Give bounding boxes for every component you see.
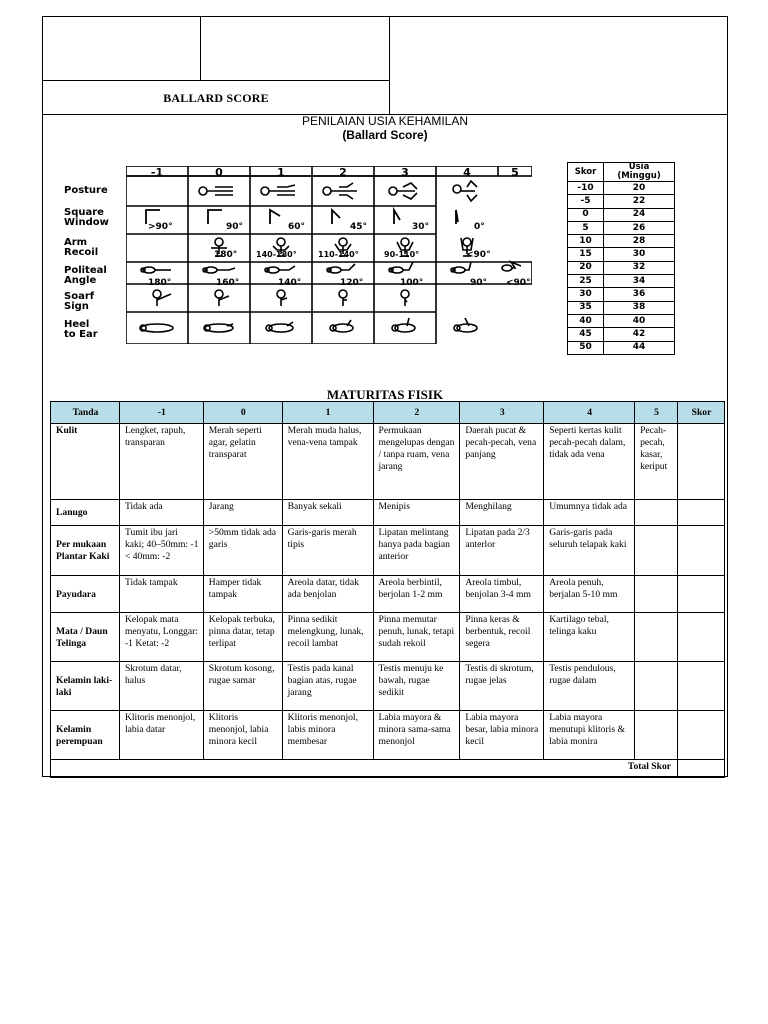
sq-window-deg-5: 30° bbox=[412, 222, 430, 232]
table-cell: Umumnya tidak ada bbox=[544, 500, 635, 526]
header-col-divider-1 bbox=[200, 16, 201, 80]
col-header-m1: -1 bbox=[150, 166, 164, 179]
row-label-arm-recoil: Arm Recoil bbox=[64, 237, 99, 258]
total-skor-label: Total Skor bbox=[51, 760, 678, 778]
popliteal-deg-5: 100° bbox=[400, 278, 424, 288]
table-cell: >50mm tidak ada garis bbox=[203, 526, 282, 576]
score-input-cell[interactable] bbox=[678, 500, 725, 526]
score-row bbox=[568, 208, 675, 221]
table-row bbox=[51, 711, 725, 760]
total-row bbox=[51, 760, 725, 778]
score-input-cell[interactable] bbox=[678, 662, 725, 711]
score-row bbox=[568, 328, 675, 341]
score-row bbox=[568, 235, 675, 248]
maturitas-table bbox=[50, 401, 725, 778]
popliteal-deg-1: 180° bbox=[148, 278, 172, 288]
th-skor: Skor bbox=[678, 402, 725, 424]
arm-recoil-deg-1: 180° bbox=[214, 250, 238, 260]
sq-window-deg-2: 90° bbox=[226, 222, 244, 232]
scarf-sign-icons bbox=[153, 290, 409, 306]
table-row bbox=[51, 526, 725, 576]
table-cell: Areola berbintil, berjolan 1-2 mm bbox=[373, 576, 460, 613]
table-cell: Pinna memutar penuh, lunak, tetapi sudah rekoil bbox=[373, 613, 460, 662]
th-2: 2 bbox=[373, 402, 460, 424]
table-cell: Pecah-pecah, kasar, keriput bbox=[635, 424, 678, 500]
table-cell: Tumit ibu jari kaki; 40–50mm: -1 < 40mm: -2 bbox=[119, 526, 203, 576]
table-cell: Seperti kertas kulit pecah-pecah dalam, tidak ada vena bbox=[544, 424, 635, 500]
total-skor-cell[interactable] bbox=[678, 760, 725, 778]
score-row bbox=[568, 288, 675, 301]
score-input-cell[interactable] bbox=[678, 576, 725, 613]
table-cell: Permukaan mengelupas dengan / tanpa ruam, vena jarang bbox=[373, 424, 460, 500]
table-cell: Klitoris menonjol, labia datar bbox=[119, 711, 203, 760]
score-cell: 10 bbox=[568, 235, 604, 248]
age-cell: 44 bbox=[604, 341, 675, 354]
arm-recoil-deg-4: 90-110° bbox=[384, 250, 420, 259]
row-label-heel-ear: Heel to Ear bbox=[64, 319, 98, 340]
popliteal-deg-2: 160° bbox=[216, 278, 240, 288]
age-cell: 20 bbox=[604, 182, 675, 195]
table-cell: Menipis bbox=[373, 500, 460, 526]
score-cell: -5 bbox=[568, 195, 604, 208]
row-label-popliteal: Politeal Angle bbox=[64, 265, 107, 286]
table-cell: Testis di skrotum, rugae jelas bbox=[460, 662, 544, 711]
table-row bbox=[51, 662, 725, 711]
table-row bbox=[51, 576, 725, 613]
table-cell: Testis pada kanal bagian atas, rugae jarang bbox=[282, 662, 373, 711]
heel-to-ear-icons bbox=[140, 318, 477, 332]
score-cell: 15 bbox=[568, 248, 604, 261]
score-row bbox=[568, 341, 675, 354]
row-tanda: Kelamin laki-laki bbox=[51, 662, 120, 711]
col-header-1: 1 bbox=[277, 166, 285, 179]
table-row bbox=[51, 424, 725, 500]
col-header-4: 4 bbox=[463, 166, 471, 179]
table-cell: Tidak tampak bbox=[119, 576, 203, 613]
th-1: 1 bbox=[282, 402, 373, 424]
ballard-score-label: BALLARD SCORE bbox=[163, 90, 269, 105]
arm-recoil-deg-2: 140-180° bbox=[256, 250, 297, 259]
table-cell bbox=[635, 526, 678, 576]
sq-window-deg-6: 0° bbox=[474, 222, 485, 232]
row-label-posture: Posture bbox=[64, 185, 108, 196]
row-tanda: Mata / Daun Telinga bbox=[51, 613, 120, 662]
neuro-title: PENILAIAN USIA KEHAMILAN bbox=[301, 114, 469, 128]
score-row bbox=[568, 248, 675, 261]
sq-window-deg-4: 45° bbox=[350, 222, 368, 232]
th-3: 3 bbox=[460, 402, 544, 424]
table-cell: Klitoris menonjol, labis minora membesar bbox=[282, 711, 373, 760]
table-cell: Labia mayora menutupi klitoris & labia monira bbox=[544, 711, 635, 760]
popliteal-deg-7: <90° bbox=[506, 278, 531, 288]
maturitas-title: MATURITAS FISIK bbox=[326, 387, 444, 402]
age-cell: 22 bbox=[604, 195, 675, 208]
age-cell: 38 bbox=[604, 301, 675, 314]
col-header-2: 2 bbox=[339, 166, 347, 179]
row-tanda: Kulit bbox=[51, 424, 120, 500]
table-cell: Lipatan melintang hanya pada bagian anterior bbox=[373, 526, 460, 576]
popliteal-deg-4: 120° bbox=[340, 278, 364, 288]
th-0: 0 bbox=[203, 402, 282, 424]
table-cell: Areola datar, tidak ada benjolan bbox=[282, 576, 373, 613]
table-cell: Skrotum datar, halus bbox=[119, 662, 203, 711]
table-cell bbox=[635, 711, 678, 760]
row-tanda: Per mukaan Plantar Kaki bbox=[51, 526, 120, 576]
col-header-3: 3 bbox=[401, 166, 409, 179]
row-tanda: Payudara bbox=[51, 576, 120, 613]
popliteal-deg-3: 140° bbox=[278, 278, 302, 288]
arm-recoil-deg-5: <90° bbox=[466, 250, 491, 260]
table-cell: Kelopak terbuka, pinna datar, tetap terlipat bbox=[203, 613, 282, 662]
score-cell: 35 bbox=[568, 301, 604, 314]
col-header-5: 5 bbox=[511, 166, 519, 179]
age-cell: 32 bbox=[604, 261, 675, 274]
table-cell: Pinna sedikit melengkung, lunak, recoil lambat bbox=[282, 613, 373, 662]
table-cell bbox=[635, 500, 678, 526]
age-cell: 36 bbox=[604, 288, 675, 301]
table-cell: Banyak sekali bbox=[282, 500, 373, 526]
table-cell: Garis-garis merah tipis bbox=[282, 526, 373, 576]
table-cell: Merah muda halus, vena-vena tampak bbox=[282, 424, 373, 500]
table-row bbox=[51, 613, 725, 662]
table-cell: Testis pendulous, rugae dalam bbox=[544, 662, 635, 711]
table-cell: Garis-garis pada seluruh telapak kaki bbox=[544, 526, 635, 576]
arm-recoil-deg-3: 110-140° bbox=[318, 250, 359, 259]
table-cell: Hamper tidak tampak bbox=[203, 576, 282, 613]
score-cell: 0 bbox=[568, 208, 604, 221]
popliteal-deg-6: 90° bbox=[470, 278, 488, 288]
table-cell: Labia mayora & minora sama-sama menonjol bbox=[373, 711, 460, 760]
table-cell: Lengket, rapuh, transparan bbox=[119, 424, 203, 500]
table-cell: Kartilago tebal, telinga kaku bbox=[544, 613, 635, 662]
col-header-0: 0 bbox=[215, 166, 223, 179]
th-5: 5 bbox=[635, 402, 678, 424]
table-cell: Kelopak mata menyatu, Longgar: -1 Ketat: -2 bbox=[119, 613, 203, 662]
score-header: Skor bbox=[568, 163, 604, 182]
header-col-divider-2 bbox=[389, 16, 390, 114]
score-row bbox=[568, 221, 675, 234]
score-row bbox=[568, 314, 675, 327]
popliteal-icons bbox=[141, 262, 521, 273]
score-age-table bbox=[567, 162, 675, 355]
row-label-square-window: Square Window bbox=[64, 207, 109, 228]
row-label-scarf: Soarf Sign bbox=[64, 291, 95, 312]
table-cell: Lipatan pada 2/3 anterlor bbox=[460, 526, 544, 576]
score-cell: 30 bbox=[568, 288, 604, 301]
score-row bbox=[568, 182, 675, 195]
sq-window-deg-1: >90° bbox=[148, 222, 173, 232]
table-cell: Tidak ada bbox=[119, 500, 203, 526]
score-input-cell[interactable] bbox=[678, 424, 725, 500]
score-input-cell[interactable] bbox=[678, 711, 725, 760]
table-cell bbox=[635, 576, 678, 613]
table-cell: Merah seperti agar, gelatin transparat bbox=[203, 424, 282, 500]
table-cell: Areola penuh, berjalan 5-10 mm bbox=[544, 576, 635, 613]
table-cell: Daerah pucat & pecah-pecah, vena panjang bbox=[460, 424, 544, 500]
th-4: 4 bbox=[544, 402, 635, 424]
table-cell bbox=[635, 662, 678, 711]
table-cell: Pinna keras & berbentuk, recoil segera bbox=[460, 613, 544, 662]
table-cell: Labia mayora besar, labia minora kecil bbox=[460, 711, 544, 760]
score-cell: 5 bbox=[568, 221, 604, 234]
age-cell: 40 bbox=[604, 314, 675, 327]
table-cell: Menghilang bbox=[460, 500, 544, 526]
table-cell: Testis menuju ke bawah, rugae sedikit bbox=[373, 662, 460, 711]
age-cell: 26 bbox=[604, 221, 675, 234]
row-tanda: Kelamin perempuan bbox=[51, 711, 120, 760]
score-row bbox=[568, 195, 675, 208]
th-tanda: Tanda bbox=[51, 402, 120, 424]
neuro-subtitle: (Ballard Score) bbox=[342, 128, 428, 142]
maturitas-header-row bbox=[51, 402, 725, 424]
age-cell: 42 bbox=[604, 328, 675, 341]
score-cell: 45 bbox=[568, 328, 604, 341]
table-cell: Skrotum kosong, rugae samar bbox=[203, 662, 282, 711]
score-row bbox=[568, 301, 675, 314]
score-cell: 40 bbox=[568, 314, 604, 327]
age-header: Usia (Minggu) bbox=[604, 163, 675, 182]
table-cell bbox=[635, 613, 678, 662]
age-cell: 28 bbox=[604, 235, 675, 248]
score-cell: 25 bbox=[568, 275, 604, 288]
score-input-cell[interactable] bbox=[678, 613, 725, 662]
table-cell: Klitoris menonjol, labia minora kecil bbox=[203, 711, 282, 760]
th-m1: -1 bbox=[119, 402, 203, 424]
table-cell: Jarang bbox=[203, 500, 282, 526]
score-cell: 50 bbox=[568, 341, 604, 354]
header-divider bbox=[42, 80, 390, 81]
table-row bbox=[51, 500, 725, 526]
age-cell: 24 bbox=[604, 208, 675, 221]
score-row bbox=[568, 275, 675, 288]
table-cell: Areola timbul, benjolan 3-4 mm bbox=[460, 576, 544, 613]
score-row bbox=[568, 261, 675, 274]
score-cell: 20 bbox=[568, 261, 604, 274]
score-cell: -10 bbox=[568, 182, 604, 195]
age-cell: 34 bbox=[604, 275, 675, 288]
age-cell: 30 bbox=[604, 248, 675, 261]
score-input-cell[interactable] bbox=[678, 526, 725, 576]
row-tanda: Lanugo bbox=[51, 500, 120, 526]
sq-window-deg-3: 60° bbox=[288, 222, 306, 232]
